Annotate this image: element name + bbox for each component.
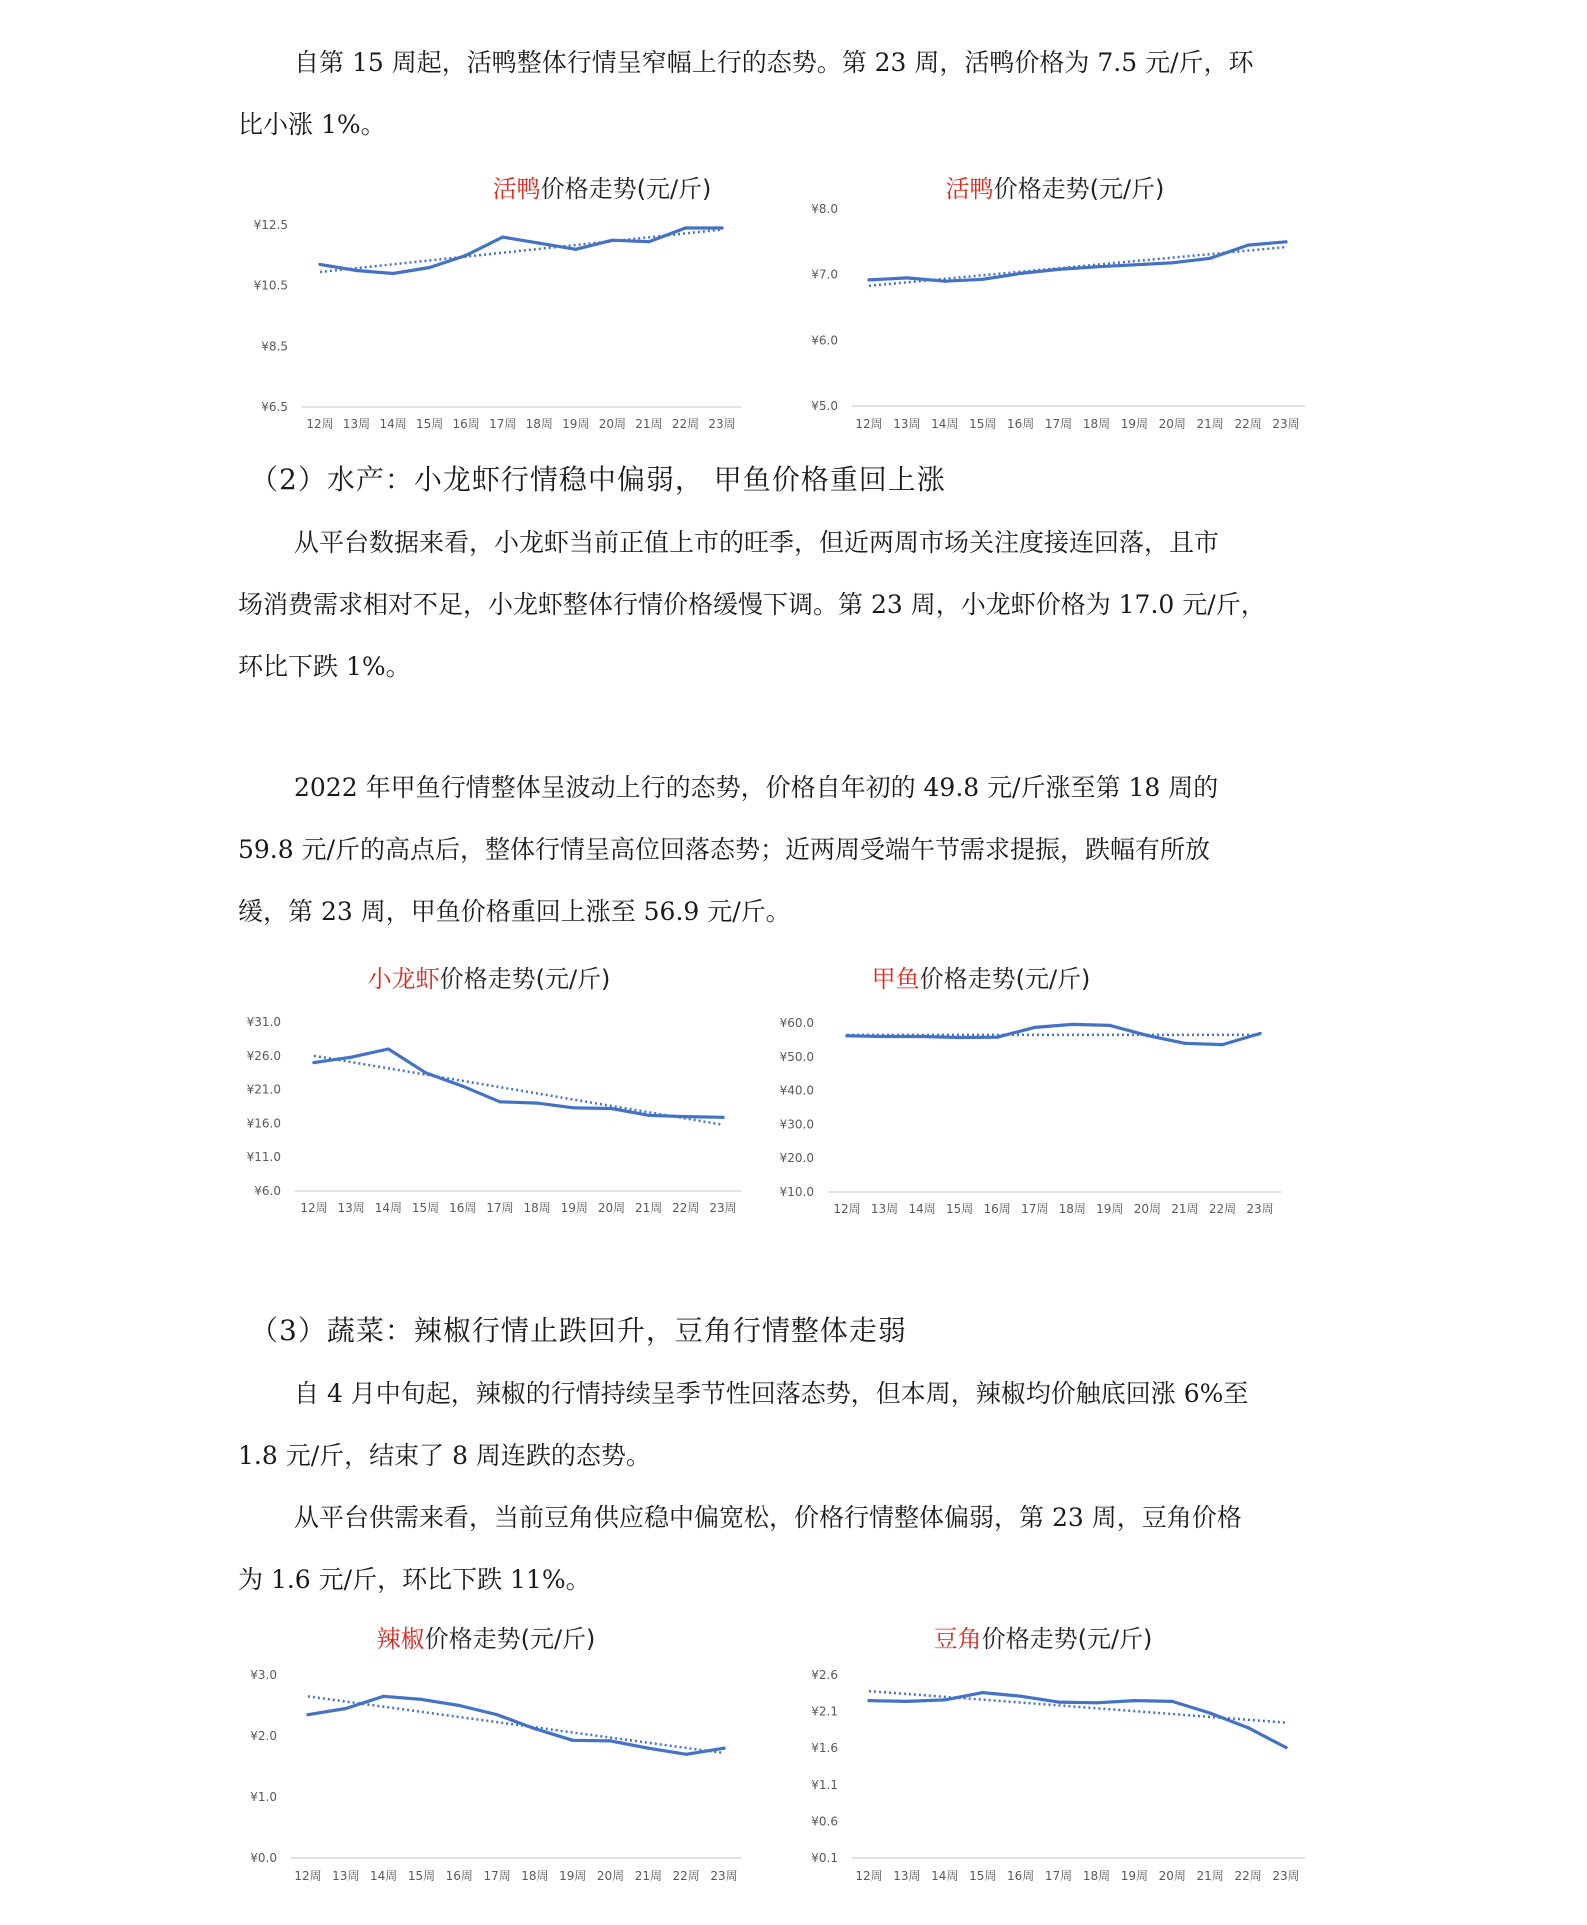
x-tick-label: 14周 bbox=[931, 417, 959, 431]
y-tick-label: ¥2.1 bbox=[811, 1704, 838, 1719]
y-tick-label: ¥2.6 bbox=[811, 1668, 838, 1682]
y-tick-label: ¥40.0 bbox=[779, 1083, 814, 1098]
data-point bbox=[424, 1071, 427, 1074]
x-tick-label: 22周 bbox=[1208, 1202, 1237, 1216]
y-tick-label: ¥0.0 bbox=[250, 1851, 277, 1865]
chart-live-chicken bbox=[236, 170, 756, 440]
data-point bbox=[996, 1036, 999, 1039]
x-tick-label: 20周 bbox=[597, 1201, 626, 1215]
x-tick-label: 20周 bbox=[1158, 1869, 1186, 1883]
x-tick-label: 16周 bbox=[983, 1202, 1011, 1216]
data-point bbox=[1246, 244, 1249, 247]
data-point bbox=[867, 278, 870, 281]
chart-svg bbox=[790, 170, 1310, 440]
y-tick-label: ¥2.0 bbox=[250, 1729, 277, 1743]
data-point bbox=[610, 1107, 613, 1110]
data-point bbox=[1246, 1726, 1249, 1729]
y-tick-label: ¥12.5 bbox=[253, 218, 288, 232]
x-tick-label: 21周 bbox=[1196, 1869, 1224, 1883]
x-tick-label: 17周 bbox=[1044, 417, 1073, 431]
x-tick-label: 19周 bbox=[560, 1201, 588, 1215]
price-series-line bbox=[869, 1693, 1286, 1748]
data-point bbox=[684, 1115, 687, 1118]
y-tick-label: ¥10.5 bbox=[253, 278, 288, 293]
chart-title-rest: 价格走势(元/斤) bbox=[540, 175, 712, 203]
y-tick-label: ¥6.0 bbox=[254, 1184, 281, 1198]
x-tick-label: 17周 bbox=[489, 417, 517, 431]
data-point bbox=[1019, 272, 1022, 275]
y-tick-label: ¥1.1 bbox=[811, 1777, 838, 1792]
paragraph-line: 自第 15 周起，活鸭整体行情呈窄幅上行的态势。第 23 周，活鸭价格为 7.5 元/斤，环 bbox=[294, 48, 1254, 77]
data-point bbox=[981, 1691, 984, 1694]
y-tick-label: ¥0.6 bbox=[811, 1814, 838, 1829]
paragraph-crayfish bbox=[238, 512, 1348, 698]
x-tick-label: 13周 bbox=[332, 1869, 360, 1883]
chart-title-highlight: 活鸭 bbox=[492, 175, 541, 203]
paragraph-duck bbox=[238, 32, 1348, 156]
y-tick-label: ¥6.5 bbox=[261, 400, 288, 414]
chart-title-rest: 价格走势(元/斤) bbox=[424, 1625, 596, 1653]
data-point bbox=[501, 236, 504, 239]
y-tick-label: ¥8.0 bbox=[811, 202, 838, 216]
data-point bbox=[574, 248, 577, 251]
chart-chili bbox=[236, 1620, 756, 1890]
y-tick-label: ¥3.0 bbox=[250, 1668, 277, 1682]
x-tick-label: 12周 bbox=[833, 1202, 861, 1216]
x-tick-label: 13周 bbox=[342, 417, 371, 431]
x-tick-label: 15周 bbox=[415, 417, 444, 431]
chart-crayfish bbox=[236, 960, 756, 1230]
x-tick-label: 15周 bbox=[969, 417, 997, 431]
x-tick-label: 19周 bbox=[1120, 1869, 1149, 1883]
x-tick-label: 12周 bbox=[306, 417, 334, 431]
data-point bbox=[350, 1056, 353, 1059]
paragraph-line: 为 1.6 元/斤，环比下跌 11%。 bbox=[238, 1565, 591, 1594]
data-point bbox=[1108, 1024, 1111, 1027]
data-point bbox=[1033, 1026, 1036, 1029]
x-tick-label: 22周 bbox=[672, 1869, 700, 1883]
y-tick-label: ¥6.0 bbox=[811, 333, 838, 348]
x-tick-label: 20周 bbox=[598, 417, 627, 431]
price-series-line bbox=[869, 242, 1286, 281]
chart-title-rest: 价格走势(元/斤) bbox=[993, 175, 1165, 203]
x-tick-label: 15周 bbox=[411, 1201, 440, 1215]
data-point bbox=[461, 1085, 464, 1088]
chart-title bbox=[368, 965, 611, 993]
chart-svg bbox=[790, 1620, 1310, 1890]
chart-title bbox=[946, 175, 1165, 203]
x-tick-label: 12周 bbox=[855, 417, 883, 431]
section-heading-vegetable: （3）蔬菜：辣椒行情止跌回升，豆角行情整体走弱 bbox=[250, 1314, 907, 1347]
data-point bbox=[609, 1739, 612, 1742]
x-tick-label: 16周 bbox=[1006, 417, 1035, 431]
x-tick-label: 21周 bbox=[1196, 417, 1224, 431]
chart-svg bbox=[236, 960, 756, 1230]
x-tick-label: 22周 bbox=[672, 1201, 700, 1215]
paragraph-line: 2022 年甲鱼行情整体呈波动上行的态势，价格自年初的 49.8 元/斤涨至第 18 周的 bbox=[294, 773, 1219, 802]
x-tick-label: 14周 bbox=[369, 1869, 398, 1883]
data-point bbox=[647, 1114, 650, 1117]
x-tick-label: 19周 bbox=[1120, 417, 1149, 431]
data-point bbox=[943, 1698, 946, 1701]
y-tick-label: ¥10.0 bbox=[779, 1185, 814, 1199]
x-tick-label: 15周 bbox=[969, 1869, 997, 1883]
data-point bbox=[981, 278, 984, 281]
data-point bbox=[391, 272, 394, 275]
data-point bbox=[465, 254, 468, 257]
data-point bbox=[1071, 1023, 1074, 1026]
x-tick-label: 17周 bbox=[1044, 1869, 1073, 1883]
data-point bbox=[721, 1116, 724, 1119]
data-point bbox=[720, 226, 723, 229]
x-tick-label: 16周 bbox=[452, 417, 480, 431]
y-tick-label: ¥21.0 bbox=[246, 1082, 281, 1097]
x-tick-label: 19周 bbox=[562, 417, 590, 431]
x-tick-label: 18周 bbox=[1082, 417, 1111, 431]
x-tick-label: 15周 bbox=[407, 1869, 436, 1883]
chart-title-highlight: 活鸭 bbox=[945, 175, 994, 203]
data-point bbox=[312, 1061, 315, 1064]
y-tick-label: ¥7.0 bbox=[811, 267, 838, 282]
data-point bbox=[867, 1699, 870, 1702]
chart-title bbox=[493, 175, 712, 203]
data-point bbox=[920, 1035, 923, 1038]
data-point bbox=[344, 1707, 347, 1710]
x-tick-label: 18周 bbox=[1058, 1202, 1086, 1216]
x-tick-label: 18周 bbox=[525, 417, 553, 431]
x-tick-label: 14周 bbox=[908, 1202, 936, 1216]
x-tick-label: 17周 bbox=[1021, 1202, 1049, 1216]
y-tick-label: ¥11.0 bbox=[246, 1150, 281, 1165]
data-point bbox=[1133, 1699, 1136, 1702]
chart-title bbox=[377, 1625, 596, 1653]
data-point bbox=[684, 226, 687, 229]
data-point bbox=[318, 263, 321, 266]
data-point bbox=[355, 269, 358, 272]
data-point bbox=[647, 1747, 650, 1750]
data-point bbox=[1284, 240, 1287, 243]
data-point bbox=[1146, 1034, 1149, 1037]
data-point bbox=[1258, 1032, 1261, 1035]
data-point bbox=[722, 1747, 725, 1750]
chart-title-highlight: 辣椒 bbox=[376, 1625, 425, 1653]
x-tick-label: 23周 bbox=[1272, 417, 1300, 431]
x-tick-label: 21周 bbox=[634, 1869, 663, 1883]
data-point bbox=[458, 1704, 461, 1707]
y-tick-label: ¥26.0 bbox=[246, 1048, 281, 1063]
data-point bbox=[905, 276, 908, 279]
chart-title-highlight: 小龙虾 bbox=[367, 965, 440, 993]
y-tick-label: ¥50.0 bbox=[779, 1049, 814, 1064]
data-point bbox=[538, 242, 541, 245]
paragraph-chili bbox=[238, 1363, 1348, 1487]
data-point bbox=[1095, 1701, 1098, 1704]
chart-svg bbox=[766, 960, 1286, 1230]
paragraph-line: 自 4 月中旬起，辣椒的行情持续呈季节性回落态势，但本周，辣椒均价触底回涨 6%至 bbox=[294, 1379, 1249, 1408]
data-point bbox=[845, 1034, 848, 1037]
data-point bbox=[382, 1695, 385, 1698]
data-point bbox=[1221, 1043, 1224, 1046]
data-point bbox=[1019, 1695, 1022, 1698]
y-tick-label: ¥30.0 bbox=[779, 1117, 814, 1132]
x-tick-label: 14周 bbox=[374, 1201, 403, 1215]
y-tick-label: ¥16.0 bbox=[246, 1116, 281, 1131]
price-series-line bbox=[314, 1049, 723, 1117]
data-point bbox=[905, 1700, 908, 1703]
paragraph-line: 环比下跌 1%。 bbox=[238, 652, 411, 681]
x-tick-label: 13周 bbox=[870, 1202, 899, 1216]
x-tick-label: 23周 bbox=[710, 1869, 738, 1883]
x-tick-label: 14周 bbox=[931, 1869, 959, 1883]
paragraph-line: 1.8 元/斤，结束了 8 周连跌的态势。 bbox=[238, 1441, 651, 1470]
x-tick-label: 12周 bbox=[294, 1869, 322, 1883]
data-point bbox=[306, 1713, 309, 1716]
x-tick-label: 23周 bbox=[1246, 1202, 1274, 1216]
paragraph-turtle bbox=[238, 757, 1348, 943]
x-tick-label: 16周 bbox=[445, 1869, 473, 1883]
data-point bbox=[1171, 1700, 1174, 1703]
chart-cowpea bbox=[790, 1620, 1310, 1890]
paragraph-line: 59.8 元/斤的高点后，整体行情呈高位回落态势；近两周受端午节需求提振，跌幅有所放 bbox=[238, 835, 1211, 864]
paragraph-line: 从平台供需来看，当前豆角供应稳中偏宽松，价格行情整体偏弱，第 23 周，豆角价格 bbox=[294, 1503, 1242, 1532]
data-point bbox=[533, 1727, 536, 1730]
y-tick-label: ¥31.0 bbox=[246, 1015, 281, 1029]
x-tick-label: 21周 bbox=[1171, 1202, 1199, 1216]
data-point bbox=[685, 1753, 688, 1756]
chart-title-rest: 价格走势(元/斤) bbox=[981, 1625, 1153, 1653]
x-tick-label: 20周 bbox=[596, 1869, 625, 1883]
x-tick-label: 16周 bbox=[1006, 1869, 1035, 1883]
x-tick-label: 22周 bbox=[1234, 1869, 1262, 1883]
chart-title-rest: 价格走势(元/斤) bbox=[439, 965, 611, 993]
x-tick-label: 22周 bbox=[1234, 417, 1262, 431]
data-point bbox=[958, 1036, 961, 1039]
x-tick-label: 23周 bbox=[709, 1201, 737, 1215]
section-heading-aquatic: （2）水产：小龙虾行情稳中偏弱， 甲鱼价格重回上涨 bbox=[250, 463, 946, 496]
x-tick-label: 21周 bbox=[635, 417, 663, 431]
data-point bbox=[535, 1102, 538, 1105]
y-tick-label: ¥60.0 bbox=[779, 1016, 814, 1030]
trend-line bbox=[308, 1696, 724, 1753]
data-point bbox=[883, 1035, 886, 1038]
chart-svg bbox=[236, 1620, 756, 1890]
x-tick-label: 15周 bbox=[945, 1202, 974, 1216]
data-point bbox=[498, 1100, 501, 1103]
y-tick-label: ¥8.5 bbox=[261, 339, 288, 354]
data-point bbox=[1171, 261, 1174, 264]
data-point bbox=[495, 1713, 498, 1716]
y-tick-label: ¥0.1 bbox=[811, 1851, 838, 1865]
data-point bbox=[1057, 268, 1060, 271]
paragraph-line: 场消费需求相对不足，小龙虾整体行情价格缓慢下调。第 23 周，小龙虾价格为 17.0 元/斤， bbox=[238, 590, 1266, 619]
data-point bbox=[611, 239, 614, 242]
paragraph-line: 缓，第 23 周，甲鱼价格重回上涨至 56.9 元/斤。 bbox=[238, 897, 791, 926]
y-tick-label: ¥20.0 bbox=[779, 1151, 814, 1166]
chart-title bbox=[872, 965, 1091, 993]
x-tick-label: 22周 bbox=[671, 417, 700, 431]
x-tick-label: 17周 bbox=[486, 1201, 514, 1215]
data-point bbox=[1095, 265, 1098, 268]
x-tick-label: 17周 bbox=[483, 1869, 511, 1883]
x-tick-label: 20周 bbox=[1133, 1202, 1162, 1216]
chart-title-highlight: 豆角 bbox=[933, 1625, 982, 1653]
chart-title bbox=[934, 1625, 1153, 1653]
data-point bbox=[1183, 1042, 1186, 1045]
data-point bbox=[1133, 263, 1136, 266]
data-point bbox=[1057, 1700, 1060, 1703]
x-tick-label: 13周 bbox=[893, 417, 921, 431]
x-tick-label: 18周 bbox=[521, 1869, 549, 1883]
data-point bbox=[573, 1106, 576, 1109]
x-tick-label: 19周 bbox=[559, 1869, 587, 1883]
data-point bbox=[1209, 1711, 1212, 1714]
x-tick-label: 18周 bbox=[1082, 1869, 1111, 1883]
paragraph-bean bbox=[238, 1487, 1348, 1611]
x-tick-label: 23周 bbox=[1272, 1869, 1300, 1883]
y-tick-label: ¥5.0 bbox=[811, 399, 838, 413]
x-tick-label: 12周 bbox=[300, 1201, 328, 1215]
data-point bbox=[943, 280, 946, 283]
x-tick-label: 13周 bbox=[337, 1201, 365, 1215]
data-point bbox=[1209, 257, 1212, 260]
data-point bbox=[420, 1698, 423, 1701]
x-tick-label: 13周 bbox=[893, 1869, 921, 1883]
x-tick-label: 18周 bbox=[523, 1201, 551, 1215]
x-tick-label: 23周 bbox=[708, 417, 736, 431]
y-tick-label: ¥1.6 bbox=[811, 1741, 838, 1756]
x-tick-label: 14周 bbox=[379, 417, 407, 431]
data-point bbox=[647, 240, 650, 243]
data-point bbox=[1284, 1746, 1287, 1749]
chart-softshell-turtle bbox=[766, 960, 1286, 1230]
chart-svg bbox=[236, 170, 756, 440]
x-tick-label: 21周 bbox=[634, 1201, 663, 1215]
x-tick-label: 12周 bbox=[855, 1869, 883, 1883]
chart-live-duck bbox=[790, 170, 1310, 440]
x-tick-label: 20周 bbox=[1158, 417, 1186, 431]
paragraph-line: 从平台数据来看，小龙虾当前正值上市的旺季，但近两周市场关注度接连回落，且市 bbox=[294, 528, 1220, 557]
y-tick-label: ¥1.0 bbox=[250, 1790, 277, 1804]
x-tick-label: 16周 bbox=[449, 1201, 477, 1215]
data-point bbox=[387, 1047, 390, 1050]
x-tick-label: 19周 bbox=[1096, 1202, 1124, 1216]
chart-title-highlight: 甲鱼 bbox=[871, 965, 920, 993]
chart-title-rest: 价格走势(元/斤) bbox=[919, 965, 1091, 993]
paragraph-line: 比小涨 1%。 bbox=[238, 110, 386, 139]
data-point bbox=[571, 1739, 574, 1742]
data-point bbox=[428, 266, 431, 269]
